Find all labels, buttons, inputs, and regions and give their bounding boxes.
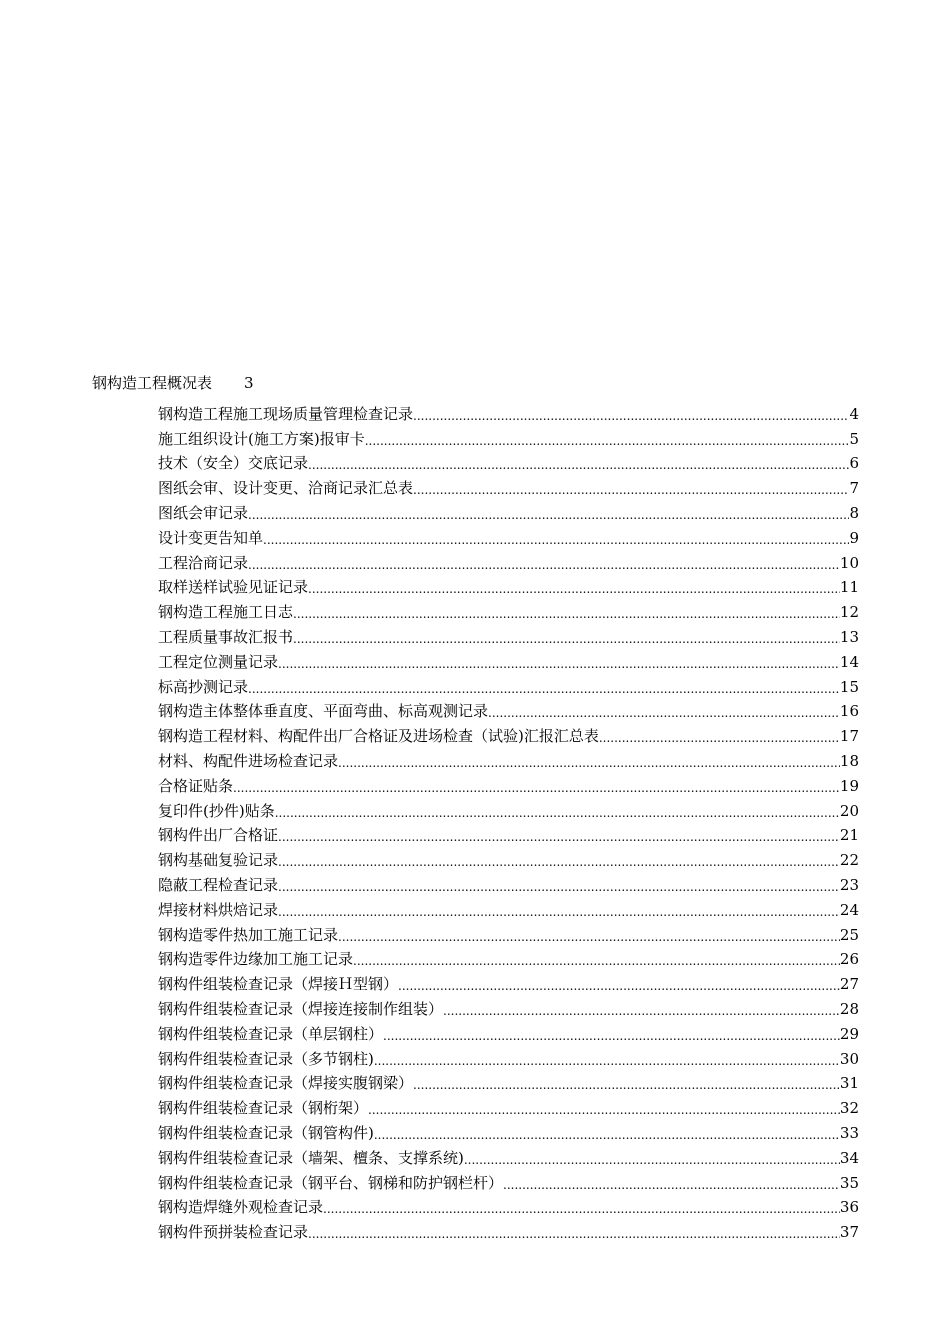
toc-entry-page: 20 xyxy=(839,801,859,820)
toc-entry[interactable] xyxy=(158,622,859,647)
toc-entry-title: 钢构造工程施工现场质量管理检查记录 xyxy=(158,404,414,423)
toc-dot-leader xyxy=(293,627,840,647)
toc-entry-page: 15 xyxy=(839,677,859,696)
toc-entry-title: 工程定位测量记录 xyxy=(158,652,279,671)
toc-entry-title: 材料、构配件进场检查记录 xyxy=(158,751,339,770)
toc-dot-leader xyxy=(413,478,849,498)
toc-dot-leader xyxy=(278,825,840,845)
toc-entry[interactable] xyxy=(158,548,859,573)
toc-dot-leader xyxy=(248,503,849,523)
toc-entry-page: 33 xyxy=(839,1123,859,1142)
toc-entry-title: 钢构造工程材料、构配件出厂合格证及进场检查（试验)汇报汇总表 xyxy=(158,727,599,746)
toc-entry-page: 22 xyxy=(839,851,859,870)
toc-entry[interactable] xyxy=(158,1019,859,1044)
toc-entry-title: 钢构件组装检查记录（钢桁架） xyxy=(158,1099,369,1118)
toc-entry-page: 27 xyxy=(839,975,859,994)
toc-entry-page: 35 xyxy=(839,1173,859,1192)
toc-entry[interactable] xyxy=(158,1044,859,1069)
toc-entry-title: 图纸会审记录 xyxy=(158,503,249,522)
toc-dot-leader xyxy=(308,1222,840,1242)
toc-dot-leader xyxy=(353,949,840,969)
toc-entry-title: 钢构件预拼装检查记录 xyxy=(158,1223,309,1242)
toc-dot-leader xyxy=(278,850,840,870)
toc-entry-title: 钢构件组装检查记录（焊接Ｈ型钢） xyxy=(158,975,399,994)
toc-entry-page: 37 xyxy=(839,1223,859,1242)
toc-entry-title: 钢构件出厂合格证 xyxy=(158,826,279,845)
toc-entry-page: 28 xyxy=(839,999,859,1018)
toc-dot-leader xyxy=(443,999,840,1019)
toc-entry[interactable] xyxy=(158,523,859,548)
toc-entry-page: 3 xyxy=(244,374,254,392)
toc-entry[interactable] xyxy=(158,920,859,945)
toc-dot-leader xyxy=(365,429,850,449)
toc-entry-title: 钢构造焊缝外观检查记录 xyxy=(158,1198,324,1217)
toc-entry[interactable] xyxy=(158,647,859,672)
toc-entry[interactable] xyxy=(158,771,859,796)
toc-entry-title: 工程质量事故汇报书 xyxy=(158,627,294,646)
toc-entry-page: 24 xyxy=(839,900,859,919)
toc-entry[interactable] xyxy=(158,1143,859,1168)
toc-entry-first xyxy=(92,373,254,393)
toc-dot-leader xyxy=(413,404,849,424)
toc-entry[interactable] xyxy=(158,796,859,821)
toc-entry[interactable] xyxy=(158,721,859,746)
toc-entry-page: 5 xyxy=(849,429,859,448)
toc-entry-title: 钢构件组装检查记录（墙架、檀条、支撑系统) xyxy=(158,1148,464,1167)
toc-entry-page: 25 xyxy=(839,925,859,944)
toc-entry[interactable] xyxy=(158,1093,859,1118)
toc-entry[interactable] xyxy=(158,449,859,474)
toc-entry-page: 10 xyxy=(839,553,859,572)
toc-dot-leader xyxy=(275,801,840,821)
toc-entry-title: 钢构件组装检查记录（单层钢柱） xyxy=(158,1024,384,1043)
toc-entry-page: 16 xyxy=(839,702,859,721)
toc-dot-leader xyxy=(383,1024,840,1044)
toc-entry-title: 图纸会审、设计变更、洽商记录汇总表 xyxy=(158,479,414,498)
toc-entry-page: 18 xyxy=(839,751,859,770)
toc-entry-page: 9 xyxy=(849,528,859,547)
toc-entry[interactable] xyxy=(158,1069,859,1094)
toc-dot-leader xyxy=(374,1123,840,1143)
toc-entry-title: 钢构造工程施工日志 xyxy=(158,603,294,622)
toc-entry-title: 钢构造零件边缘加工施工记录 xyxy=(158,950,354,969)
toc-entry[interactable] xyxy=(158,573,859,598)
toc-entry-page: 21 xyxy=(839,826,859,845)
toc-entry[interactable] xyxy=(158,969,859,994)
toc-entry[interactable] xyxy=(158,597,859,622)
toc-entry-title: 钢构件组装检查记录（焊接连接制作组装） xyxy=(158,999,444,1018)
toc-entry[interactable] xyxy=(158,672,859,697)
toc-entry[interactable] xyxy=(158,697,859,722)
toc-dot-leader xyxy=(278,875,840,895)
toc-dot-leader xyxy=(413,1073,840,1093)
toc-entry-page: 7 xyxy=(849,479,859,498)
toc-dot-leader xyxy=(338,925,840,945)
toc-entry-title: 钢构件组装检查记录（多节钢柱) xyxy=(158,1049,374,1068)
toc-entry[interactable] xyxy=(158,945,859,970)
toc-entry-page: 6 xyxy=(849,454,859,473)
toc-entry-page: 17 xyxy=(839,727,859,746)
toc-dot-leader xyxy=(233,776,840,796)
toc-entry[interactable] xyxy=(158,473,859,498)
toc-dot-leader xyxy=(278,900,840,920)
toc-entry[interactable] xyxy=(158,424,859,449)
toc-entry-title: 钢构基础复验记录 xyxy=(158,851,279,870)
toc-dot-leader xyxy=(293,602,840,622)
toc-entry-title: 焊接材料烘焙记录 xyxy=(158,900,279,919)
toc-dot-leader xyxy=(464,1148,840,1168)
toc-entry[interactable] xyxy=(158,1168,859,1193)
toc-entry[interactable] xyxy=(158,1118,859,1143)
toc-dot-leader xyxy=(338,751,840,771)
toc-entry-page: 8 xyxy=(849,503,859,522)
toc-entry-page: 11 xyxy=(839,578,859,597)
toc-entry-title: 钢构造主体整体垂直度、平面弯曲、标高观测记录 xyxy=(158,702,489,721)
toc-dot-leader xyxy=(278,652,840,672)
table-of-contents xyxy=(158,399,859,1242)
toc-entry-title: 钢构造工程概况表 xyxy=(92,374,213,392)
toc-dot-leader xyxy=(263,528,849,548)
toc-dot-leader xyxy=(308,577,840,597)
toc-entry-title: 隐蔽工程检查记录 xyxy=(158,875,279,894)
toc-entry[interactable] xyxy=(158,399,859,424)
toc-entry-page: 14 xyxy=(839,652,859,671)
toc-entry-title: 标高抄测记录 xyxy=(158,677,249,696)
toc-entry[interactable] xyxy=(158,1217,859,1242)
toc-dot-leader xyxy=(323,1197,840,1217)
toc-entry-page: 12 xyxy=(839,603,859,622)
toc-entry-page: 31 xyxy=(839,1074,859,1093)
toc-entry-title: 钢构造零件热加工施工记录 xyxy=(158,925,339,944)
toc-entry-page: 30 xyxy=(839,1049,859,1068)
toc-entry-page: 13 xyxy=(839,627,859,646)
toc-entry-title: 取样送样试验见证记录 xyxy=(158,578,309,597)
toc-entry-title: 复印件(抄件)贴条 xyxy=(158,801,275,820)
toc-entry-title: 钢构件组装检查记录（钢管构件) xyxy=(158,1123,374,1142)
toc-dot-leader xyxy=(368,1098,840,1118)
toc-dot-leader xyxy=(488,701,840,721)
toc-entry[interactable] xyxy=(158,870,859,895)
toc-entry[interactable] xyxy=(158,895,859,920)
toc-entry-page: 29 xyxy=(839,1024,859,1043)
toc-entry[interactable] xyxy=(158,498,859,523)
toc-entry-page: 32 xyxy=(839,1099,859,1118)
toc-dot-leader xyxy=(503,1173,840,1193)
toc-entry-title: 工程洽商记录 xyxy=(158,553,249,572)
toc-dot-leader xyxy=(248,677,840,697)
toc-entry-title: 施工组织设计(施工方案)报审卡 xyxy=(158,429,365,448)
toc-entry-page: 34 xyxy=(839,1148,859,1167)
toc-entry-page: 26 xyxy=(839,950,859,969)
toc-entry[interactable] xyxy=(158,1193,859,1218)
toc-entry[interactable] xyxy=(158,994,859,1019)
toc-dot-leader xyxy=(308,453,849,473)
toc-entry[interactable] xyxy=(158,821,859,846)
toc-dot-leader xyxy=(599,726,840,746)
toc-entry-page: 19 xyxy=(839,776,859,795)
toc-dot-leader xyxy=(374,1049,840,1069)
toc-dot-leader xyxy=(248,553,840,573)
toc-entry-title: 钢构件组装检查记录（钢平台、钢梯和防护钢栏杆） xyxy=(158,1173,504,1192)
toc-entry-title: 设计变更告知单 xyxy=(158,528,264,547)
toc-entry-page: 23 xyxy=(839,875,859,894)
toc-entry-title: 合格证贴条 xyxy=(158,776,234,795)
toc-entry[interactable] xyxy=(158,845,859,870)
toc-entry-page: 36 xyxy=(839,1198,859,1217)
toc-entry-title: 钢构件组装检查记录（焊接实腹钢梁） xyxy=(158,1074,414,1093)
toc-dot-leader xyxy=(398,974,840,994)
toc-entry[interactable] xyxy=(158,746,859,771)
toc-entry-page: 4 xyxy=(849,404,859,423)
toc-entry-title: 技术（安全）交底记录 xyxy=(158,454,309,473)
